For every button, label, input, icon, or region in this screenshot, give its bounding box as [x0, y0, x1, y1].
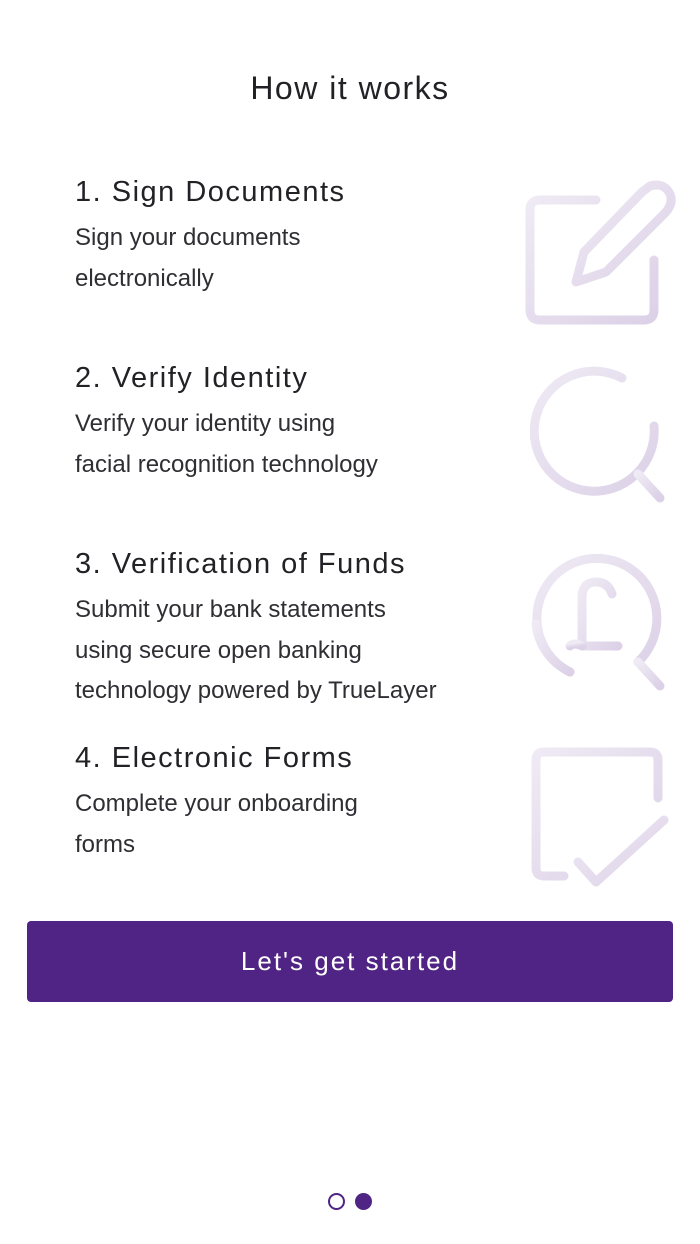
step-description-line: Verify your identity using: [75, 410, 336, 437]
form-check-icon: [530, 744, 670, 890]
step-description-line: using secure open banking: [75, 636, 362, 664]
page-dot-1[interactable]: [328, 1193, 345, 1210]
step-title: 4. Electronic Forms: [75, 742, 354, 774]
page-dot-2-active[interactable]: [355, 1193, 372, 1210]
step-description-line: Sign your documents: [75, 224, 301, 251]
page-title: How it works: [250, 70, 450, 106]
step-description-line: technology powered by TrueLayer: [75, 677, 437, 704]
step-description-line: electronically: [75, 264, 214, 292]
step-description-line: Submit your bank statements: [75, 596, 386, 623]
step-title: 3. Verification of Funds: [75, 548, 406, 580]
step-description-line: facial recognition technology: [75, 450, 378, 478]
step-description-line: Complete your onboarding: [75, 790, 358, 817]
get-started-button[interactable]: Let's get started: [27, 921, 673, 1002]
edit-document-icon: [524, 178, 676, 326]
page-indicator: [0, 1193, 700, 1210]
step-description-line: forms: [75, 830, 135, 858]
search-document-icon: [530, 366, 670, 508]
step-title: 2. Verify Identity: [75, 362, 309, 394]
pound-search-icon: [530, 552, 670, 694]
step-title: 1. Sign Documents: [75, 176, 346, 208]
